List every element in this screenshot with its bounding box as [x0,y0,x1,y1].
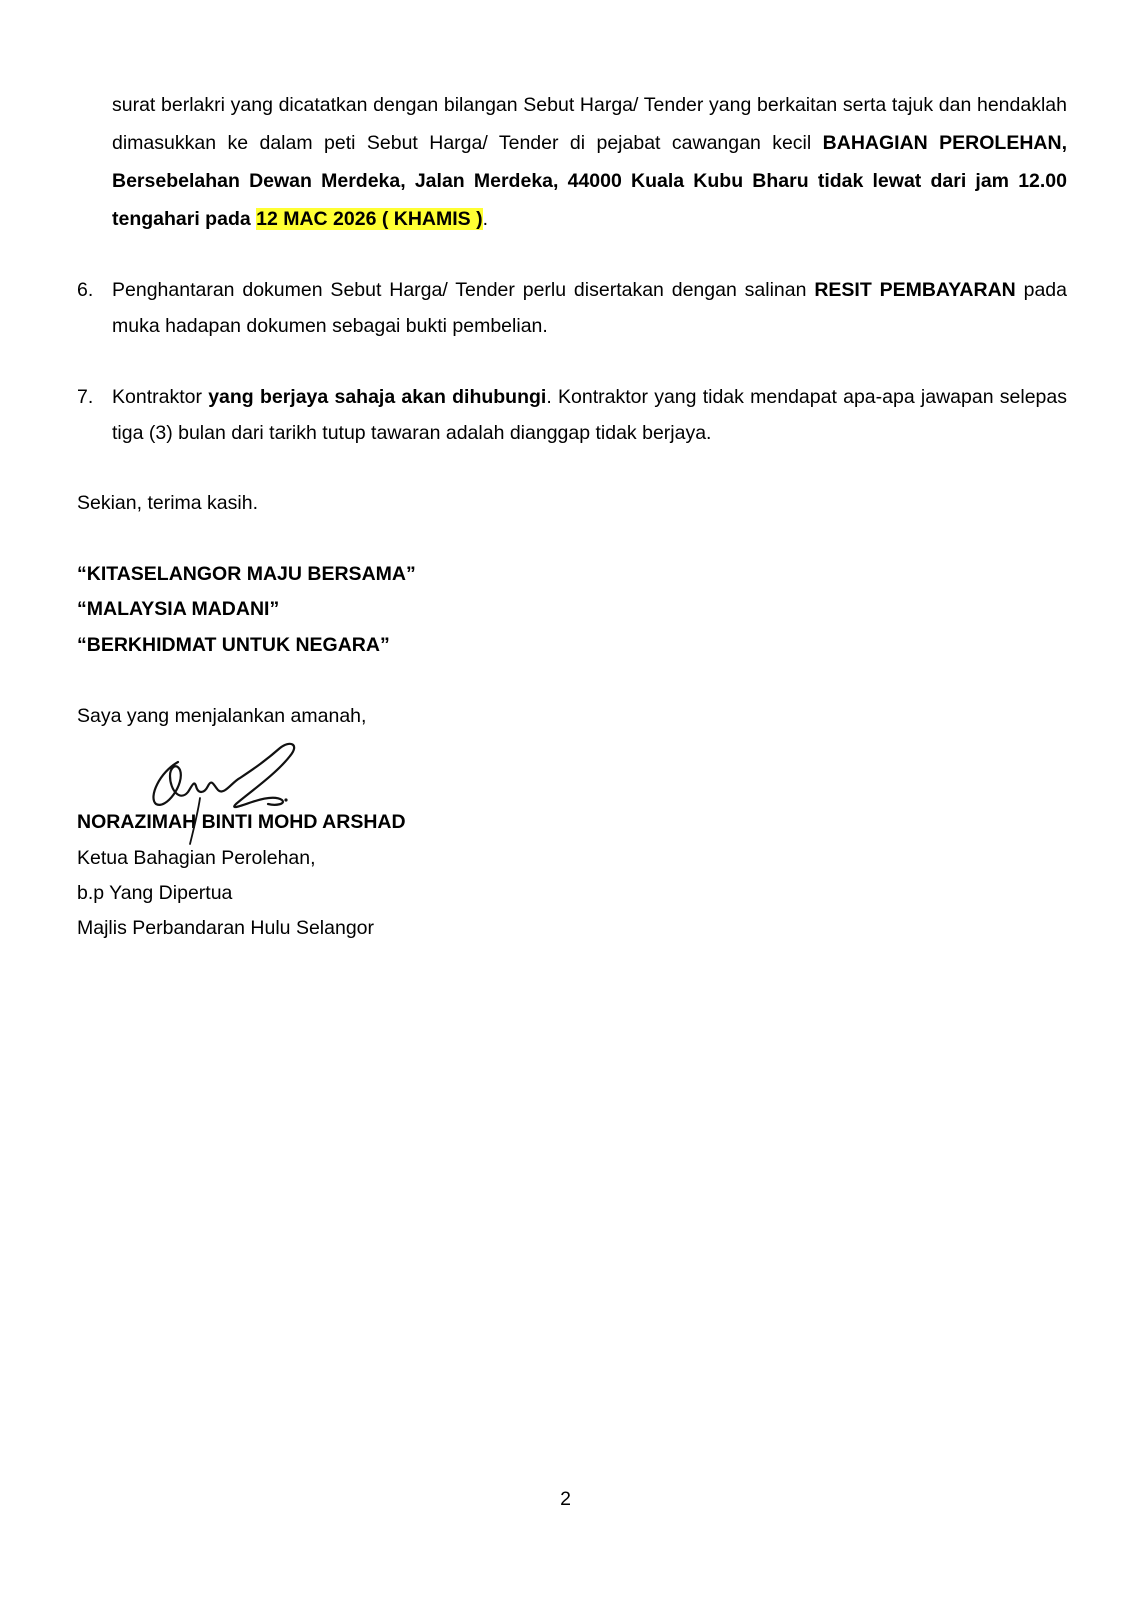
organization-name: Majlis Perbandaran Hulu Selangor [77,917,375,939]
item-6-text-end: pada muka hadapan dokumen sebagai bukti pembelian. [112,279,1067,337]
receipt-text: RESIT PEMBAYARAN [814,279,1016,301]
item-number-6: 6. [77,279,94,301]
signatory-title: Ketua Bahagian Perolehan, [77,847,316,869]
item-number-7: 7. [77,386,94,408]
closing-text: Sekian, terima kasih. [77,492,258,514]
item-6-paragraph [112,272,1067,344]
office-location-text: BAHAGIAN PEROLEHAN, Bersebelahan Dewan Merdeka, Jalan Merdeka, 44000 Kuala Kubu Bharu tidak lewat dari jam 12.00 tengahari pada [112,132,1068,230]
successful-contact-text: yang berjaya sahaja akan dihubungi [208,386,547,408]
item-6-text: Penghantaran dokumen Sebut Harga/ Tender perlu disertakan dengan salinan [112,279,815,301]
closing-date: 12 MAC 2026 ( KHAMIS ) [256,208,483,230]
item-7-paragraph [112,379,1067,451]
trust-line: Saya yang menjalankan amanah, [77,705,367,727]
paragraph-end: . [482,208,489,230]
slogan-3: “BERKHIDMAT UNTUK NEGARA” [77,634,390,656]
page-number: 2 [560,1488,571,1510]
handwritten-signature [140,742,310,852]
item-7-text-end: . Kontraktor yang tidak mendapat apa-apa jawapan selepas tiga (3) bulan dari tarikh tutup tawaran adalah dianggap tidak berjaya. [112,386,1067,444]
continued-paragraph [112,86,1067,238]
signatory-name: NORAZIMAH BINTI MOHD ARSHAD [77,811,406,833]
on-behalf-line: b.p Yang Dipertua [77,882,233,904]
item-7-text: Kontraktor [112,386,209,408]
paragraph-text: surat berlakri yang dicatatkan dengan bilangan Sebut Harga/ Tender yang berkaitan serta tajuk dan hendaklah dimasukkan ke dalam peti Sebut Harga/ Tender di pejabat cawangan kecil [112,94,1067,154]
slogan-1: “KITASELANGOR MAJU BERSAMA” [77,563,416,585]
slogan-2: “MALAYSIA MADANI” [77,598,280,620]
